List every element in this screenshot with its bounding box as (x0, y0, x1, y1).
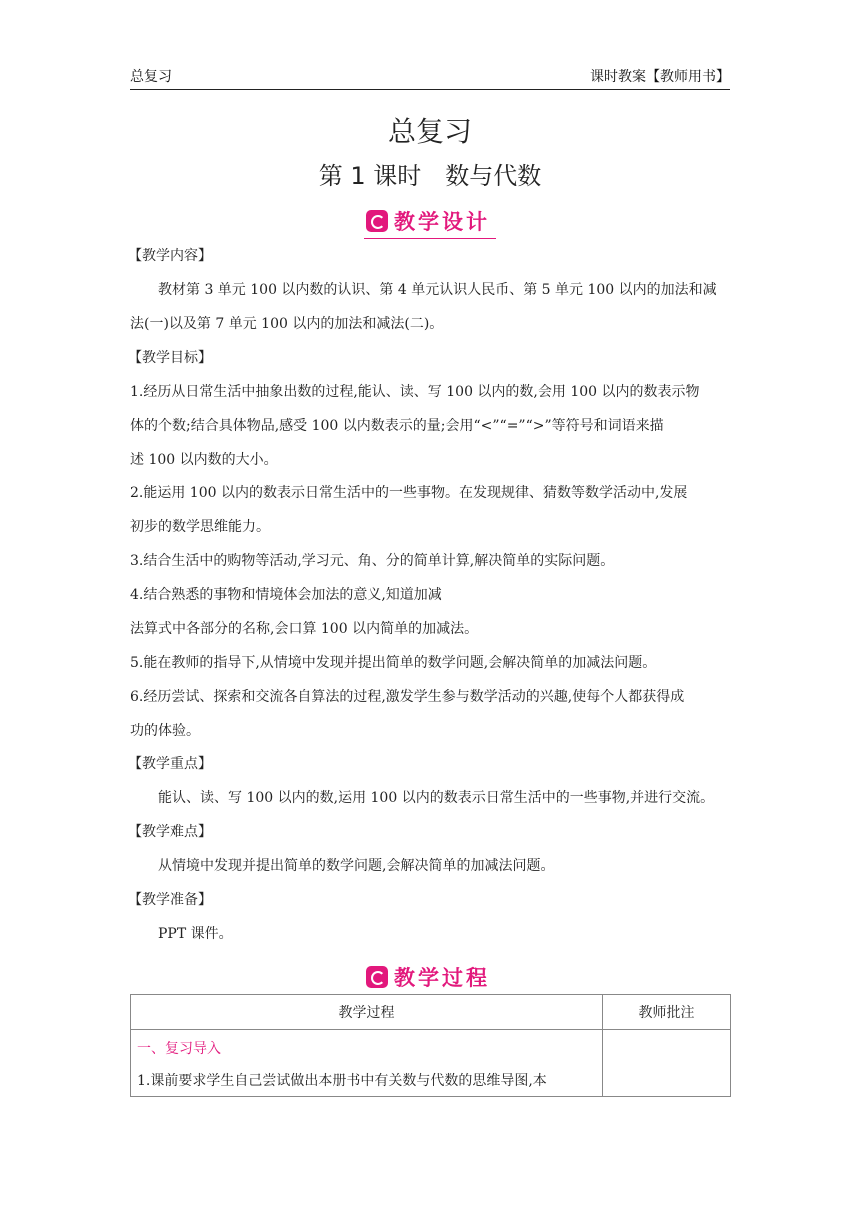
notes-column-header: 教师批注 (603, 995, 731, 1030)
page-title: 总复习 (387, 115, 472, 148)
running-header-right: 课时教案【教师用书】 (590, 69, 730, 85)
goal-line: 5.能在教师的指导下,从情境中发现并提出简单的数学问题,会解决简单的加减法问题。 (130, 655, 657, 671)
process-column-header: 教学过程 (131, 995, 603, 1030)
key-points-text: 能认、读、写 100 以内的数,运用 100 以内的数表示日常生活中的一些事物,并进行交流。 (158, 790, 715, 806)
goal-line: 功的体验。 (130, 723, 200, 739)
goal-line: 法算式中各部分的名称,会口算 100 以内简单的加减法。 (130, 621, 479, 637)
difficulties-heading: 【教学难点】 (128, 824, 212, 840)
goal-line: 4.结合熟悉的事物和情境体会加法的意义,知道加减 (130, 587, 442, 603)
goal-line: 述 100 以内数的大小。 (130, 452, 278, 468)
teaching-process-banner (0, 962, 860, 995)
review-intro-title: 一、复习导入 (137, 1041, 221, 1057)
header-divider (130, 89, 730, 90)
content-text-line: 教材第 3 单元 100 以内数的认识、第 4 单元认识人民币、第 5 单元 100 以内的加法和减 (158, 282, 717, 298)
lesson-subtitle: 第 1 课时 数与代数 (318, 162, 542, 190)
teaching-process-label: 教学过程 (394, 966, 490, 990)
content-heading: 【教学内容】 (128, 248, 212, 264)
goal-line: 3.结合生活中的购物等活动,学习元、角、分的简单计算,解决简单的实际问题。 (130, 553, 615, 569)
process-cell (131, 1030, 603, 1097)
key-points-heading: 【教学重点】 (128, 756, 212, 772)
teaching-design-label: 教学设计 (394, 210, 490, 234)
section-logo-icon (366, 966, 388, 988)
goal-line: 初步的数学思维能力。 (130, 519, 270, 535)
goal-line: 体的个数;结合具体物品,感受 100 以内数表示的量;会用“<”“=”“>”等符号和词语来描 (130, 418, 664, 434)
preparation-heading: 【教学准备】 (128, 892, 212, 908)
goal-line: 1.经历从日常生活中抽象出数的过程,能认、读、写 100 以内的数,会用 100 以内的数表示物 (130, 384, 700, 400)
preparation-text: PPT 课件。 (158, 926, 233, 942)
goals-heading: 【教学目标】 (128, 350, 212, 366)
notes-cell (603, 1030, 731, 1097)
content-text-line: 法(一)以及第 7 单元 100 以内的加法和减法(二)。 (130, 316, 444, 332)
process-text-line: 1.课前要求学生自己尝试做出本册书中有关数与代数的思维导图,本 (137, 1073, 547, 1089)
goal-line: 6.经历尝试、探索和交流各自算法的过程,激发学生参与数学活动的兴趣,使每个人都获得成 (130, 689, 685, 705)
process-table (130, 994, 731, 1097)
section-logo-icon (366, 210, 388, 232)
running-header-left: 总复习 (130, 69, 172, 85)
difficulties-text: 从情境中发现并提出简单的数学问题,会解决简单的加减法问题。 (158, 858, 555, 874)
teaching-design-banner (0, 206, 860, 239)
goal-line: 2.能运用 100 以内的数表示日常生活中的一些事物。在发现规律、猜数等数学活动中,发展 (130, 485, 688, 501)
